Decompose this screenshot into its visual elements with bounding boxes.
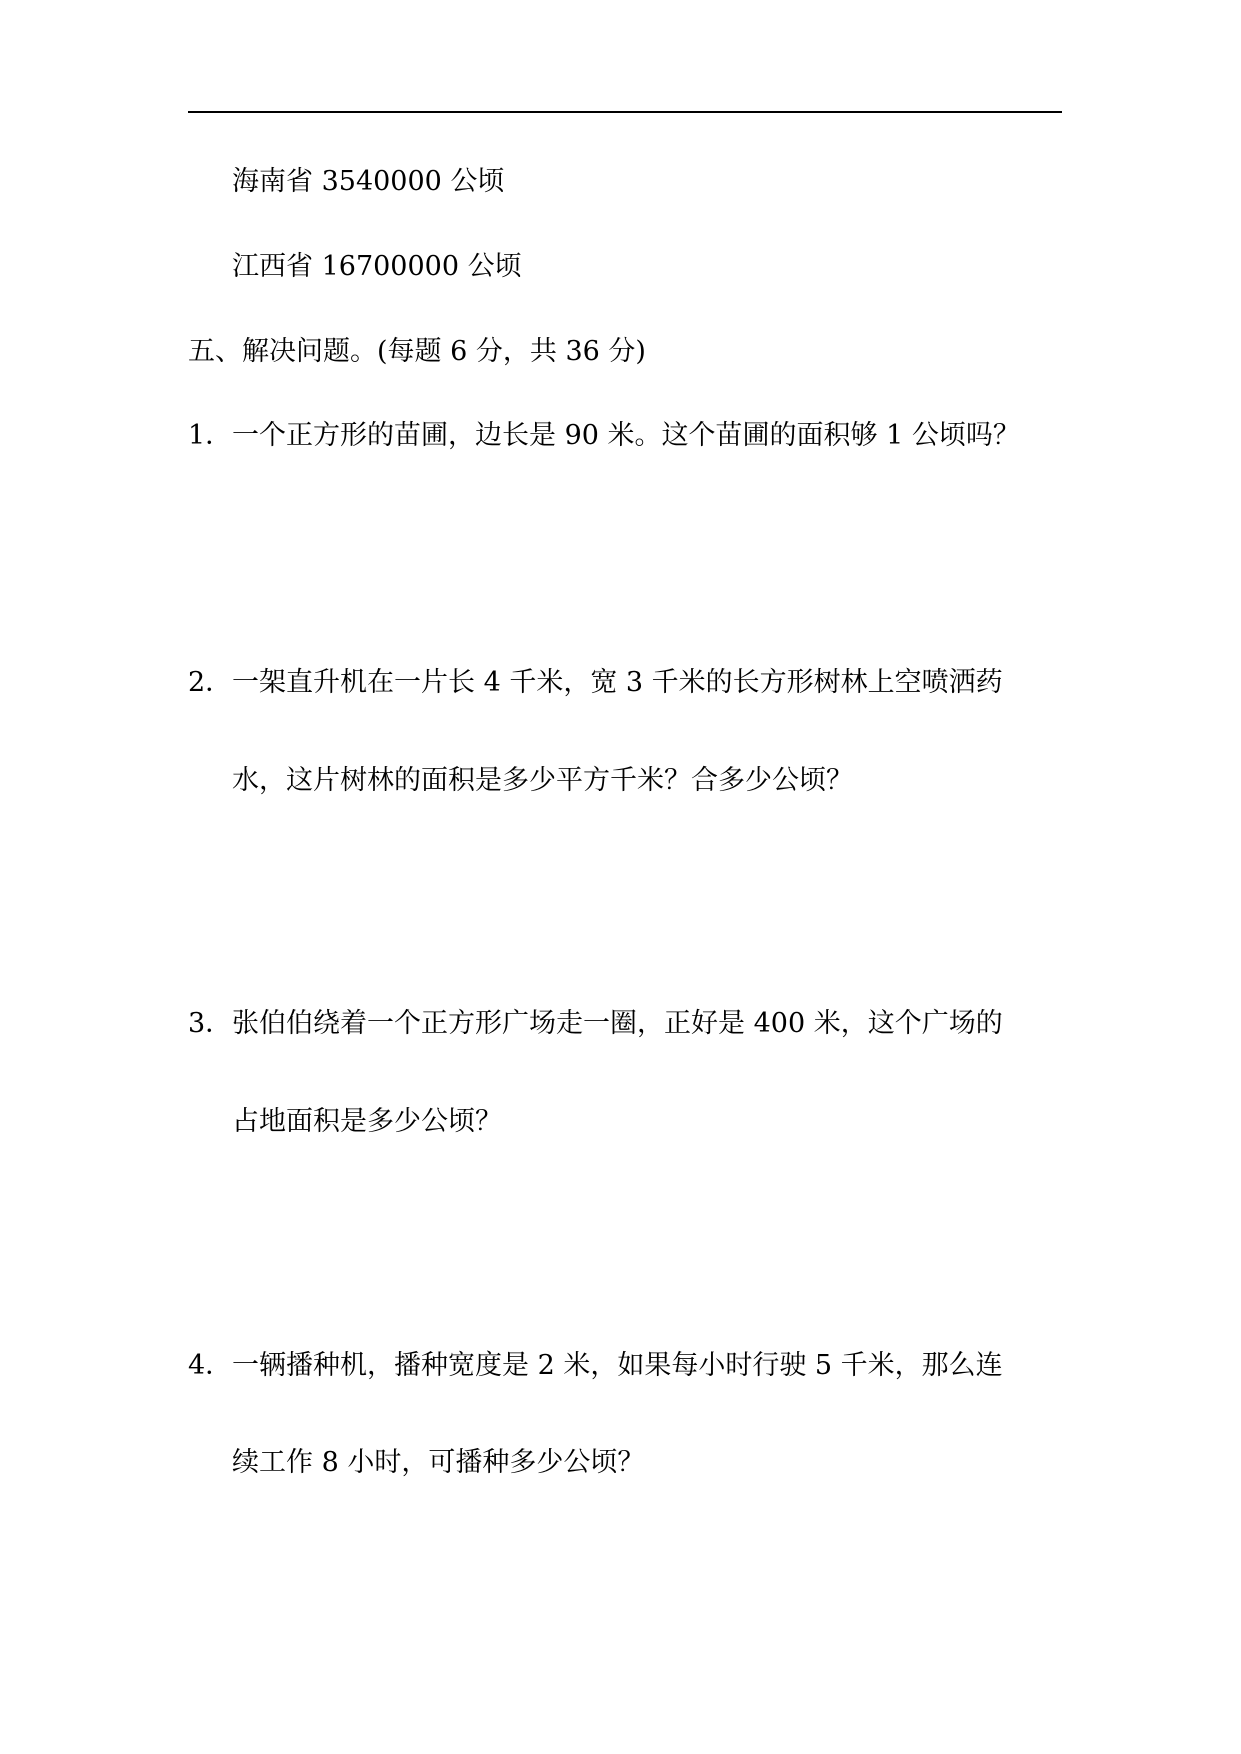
question-text: 张伯伯绕着一个正方形广场走一圈，正好是 400 米，这个广场的 — [232, 1008, 1003, 1039]
question-number: 2． — [188, 667, 233, 698]
question-text: 一个正方形的苗圃，边长是 90 米。这个苗圃的面积够 1 公顷吗？ — [232, 420, 1020, 451]
question-3 — [188, 1007, 1003, 1041]
data-row-hainan: 海南省 3540000 公顷 — [232, 166, 505, 197]
section-title: 五、解决问题。(每题 6 分，共 36 分) — [188, 336, 646, 367]
question-text: 一架直升机在一片长 4 千米，宽 3 千米的长方形树林上空喷洒药 — [232, 667, 1003, 698]
question-4 — [188, 1349, 1003, 1383]
question-4-continuation: 续工作 8 小时，可播种多少公顷？ — [232, 1447, 645, 1478]
question-number: 4． — [188, 1350, 233, 1381]
question-number: 3． — [188, 1008, 233, 1039]
question-1 — [188, 419, 1020, 453]
data-row-jiangxi: 江西省 16700000 公顷 — [232, 251, 522, 282]
question-2 — [188, 666, 1003, 700]
question-3-continuation: 占地面积是多少公顷？ — [232, 1106, 502, 1137]
header-rule — [188, 111, 1062, 113]
question-2-continuation: 水，这片树林的面积是多少平方千米？合多少公顷？ — [232, 765, 853, 796]
question-number: 1． — [188, 420, 233, 451]
question-text: 一辆播种机，播种宽度是 2 米，如果每小时行驶 5 千米，那么连 — [232, 1350, 1003, 1381]
